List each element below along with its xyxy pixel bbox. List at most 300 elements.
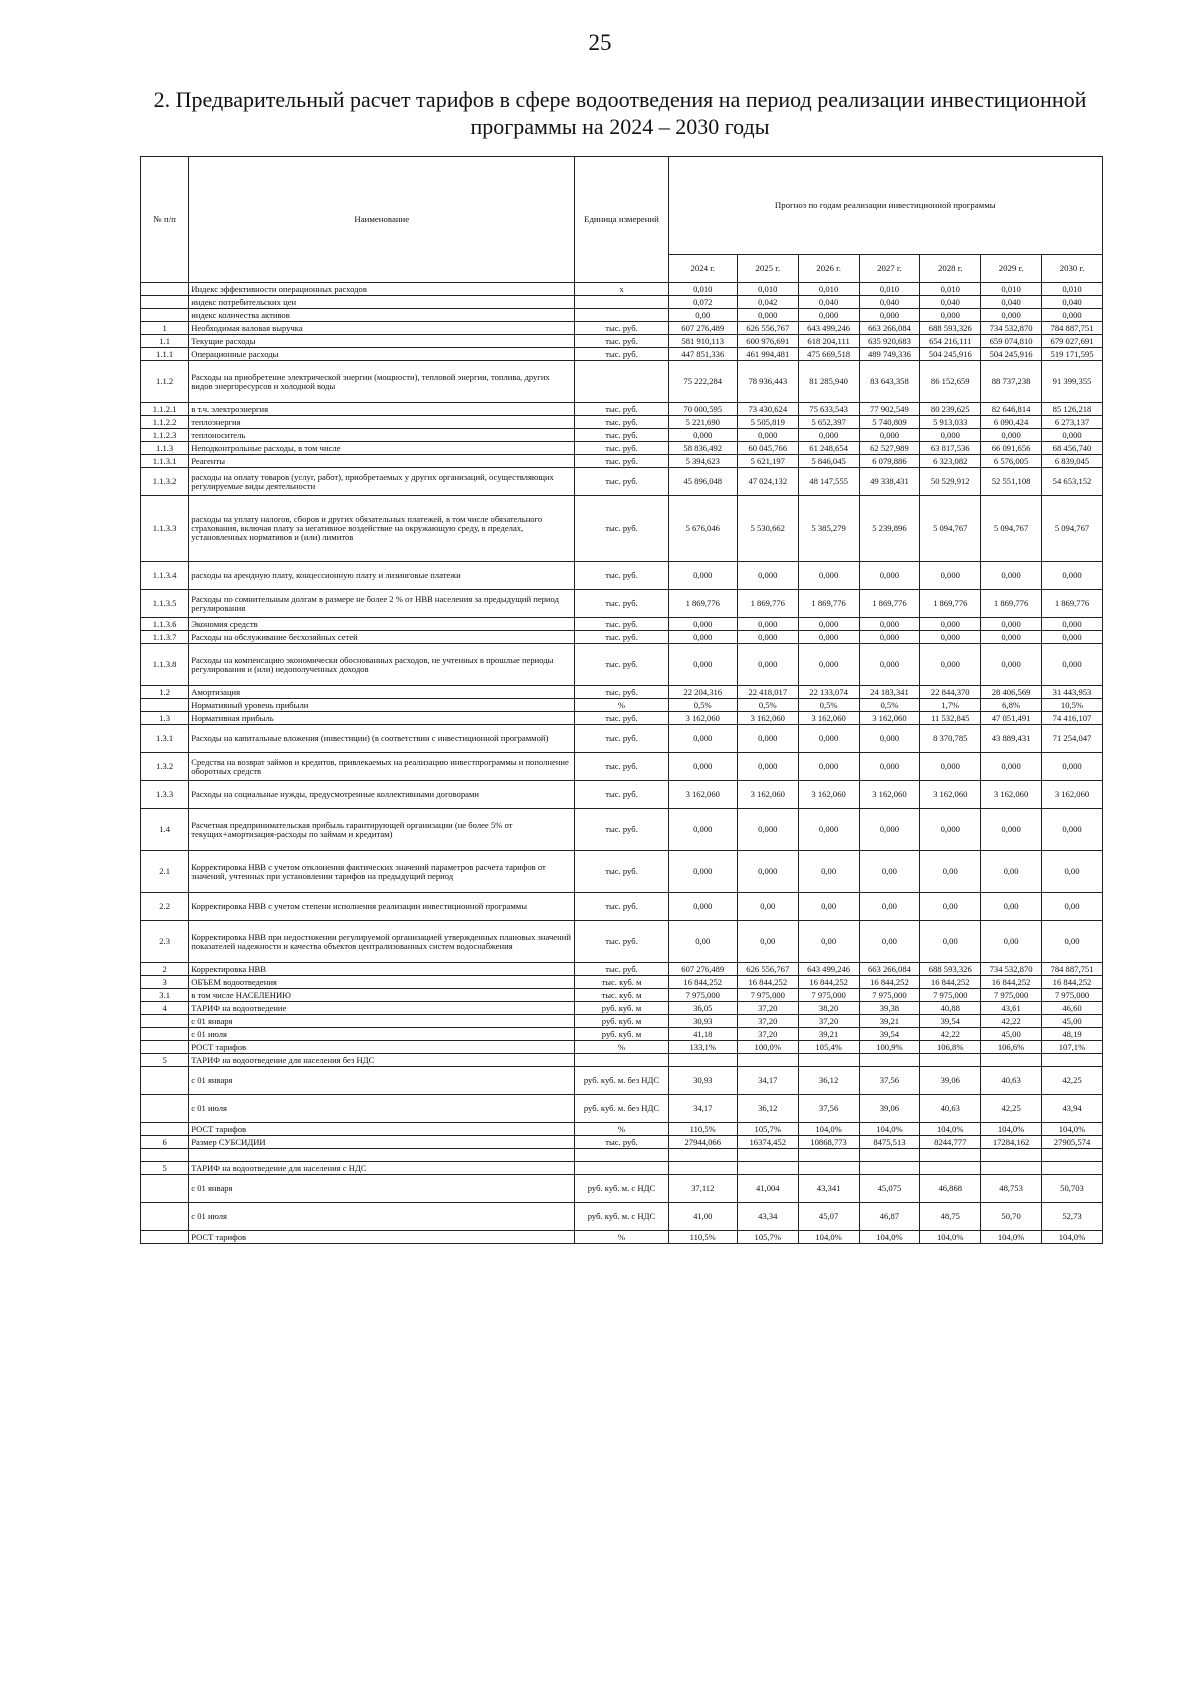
row-value: 133,1%	[668, 1041, 737, 1054]
row-number: 2	[141, 963, 189, 976]
row-value: 0,010	[920, 283, 981, 296]
row-value: 1,7%	[920, 699, 981, 712]
row-value: 0,000	[737, 618, 798, 631]
row-value: 78 936,443	[737, 361, 798, 403]
row-number: 1.1.3	[141, 442, 189, 455]
row-value: 688 593,326	[920, 963, 981, 976]
row-number	[141, 1015, 189, 1028]
row-value: 75 222,284	[668, 361, 737, 403]
row-value: 0,000	[737, 809, 798, 851]
row-value: 0,000	[668, 809, 737, 851]
row-value: 0,000	[668, 618, 737, 631]
table-row	[141, 348, 1103, 361]
row-value: 0,000	[798, 753, 859, 781]
row-value: 0,00	[1042, 851, 1103, 893]
row-unit: %	[575, 699, 668, 712]
row-value: 0,000	[1042, 753, 1103, 781]
row-value: 0,000	[737, 429, 798, 442]
row-unit: %	[575, 1123, 668, 1136]
row-unit: тыс. руб.	[575, 851, 668, 893]
row-number	[141, 1231, 189, 1244]
row-number: 1.1.1	[141, 348, 189, 361]
row-name: Индекс эффективности операционных расходов	[189, 283, 575, 296]
row-value: 0,00	[920, 893, 981, 921]
row-unit: руб. куб. м. с НДС	[575, 1175, 668, 1203]
header-year: 2028 г.	[920, 255, 981, 283]
row-value: 47 024,132	[737, 468, 798, 496]
row-value: 7 975,000	[920, 989, 981, 1002]
row-number: 1.1.3.5	[141, 590, 189, 618]
row-number	[141, 1203, 189, 1231]
row-value: 0,00	[1042, 921, 1103, 963]
row-unit: тыс. руб.	[575, 644, 668, 686]
table-row	[141, 631, 1103, 644]
row-value: 36,12	[798, 1067, 859, 1095]
row-value: 22 418,017	[737, 686, 798, 699]
row-value: 0,000	[981, 309, 1042, 322]
row-unit: тыс. руб.	[575, 562, 668, 590]
row-value: 104,0%	[920, 1231, 981, 1244]
row-value: 0,000	[737, 851, 798, 893]
table-row	[141, 963, 1103, 976]
row-unit: руб. куб. м	[575, 1002, 668, 1015]
row-value	[1042, 1054, 1103, 1067]
row-value	[668, 1162, 737, 1175]
row-value: 0,000	[1042, 309, 1103, 322]
row-value: 0,040	[1042, 296, 1103, 309]
row-value: 16 844,252	[981, 976, 1042, 989]
row-number	[141, 1067, 189, 1095]
row-value	[798, 1149, 859, 1162]
header-name: Наименование	[189, 157, 575, 283]
row-value: 0,000	[859, 753, 920, 781]
row-name: в т.ч. электроэнергия	[189, 403, 575, 416]
row-value: 461 994,481	[737, 348, 798, 361]
row-name: Расходы на приобретение электрической энергии (мощности), тепловой энергии, топлива, других видов энергоресурсов и холодной воды	[189, 361, 575, 403]
header-year: 2024 г.	[668, 255, 737, 283]
table-row	[141, 1028, 1103, 1041]
row-value: 70 000,595	[668, 403, 737, 416]
row-value: 71 254,047	[1042, 725, 1103, 753]
row-value: 45,07	[798, 1203, 859, 1231]
row-unit: руб. куб. м. без НДС	[575, 1067, 668, 1095]
row-value: 6 079,886	[859, 455, 920, 468]
row-name: расходы на уплату налогов, сборов и других обязательных платежей, в том числе обязательного страхования, включая плату за негативное воздействие на окружающую среду, в пределах, установленных нормативов и (или) лимитов	[189, 496, 575, 562]
row-value: 16374,452	[737, 1136, 798, 1149]
row-value	[859, 1054, 920, 1067]
row-value: 0,000	[798, 309, 859, 322]
row-value: 0,000	[859, 644, 920, 686]
row-value: 643 499,246	[798, 322, 859, 335]
row-value: 104,0%	[920, 1123, 981, 1136]
row-value: 0,5%	[737, 699, 798, 712]
table-row	[141, 976, 1103, 989]
row-value: 3 162,060	[737, 781, 798, 809]
table-row	[141, 1123, 1103, 1136]
row-value: 45,00	[981, 1028, 1042, 1041]
row-number: 1.3.1	[141, 725, 189, 753]
row-value: 0,010	[981, 283, 1042, 296]
row-value: 0,000	[737, 725, 798, 753]
row-unit: тыс. руб.	[575, 429, 668, 442]
row-value: 0,010	[798, 283, 859, 296]
row-value: 39,54	[859, 1028, 920, 1041]
row-value	[859, 1162, 920, 1175]
row-unit: %	[575, 1041, 668, 1054]
row-value: 0,00	[798, 921, 859, 963]
row-value	[737, 1149, 798, 1162]
row-value: 58 836,492	[668, 442, 737, 455]
table-row	[141, 725, 1103, 753]
table-row	[141, 699, 1103, 712]
row-value: 0,000	[981, 618, 1042, 631]
row-value: 3 162,060	[798, 781, 859, 809]
table-row	[141, 921, 1103, 963]
row-value: 8475,513	[859, 1136, 920, 1149]
row-value: 24 183,341	[859, 686, 920, 699]
row-number	[141, 1175, 189, 1203]
row-value: 48,19	[1042, 1028, 1103, 1041]
row-value: 6 273,137	[1042, 416, 1103, 429]
row-value: 0,000	[1042, 429, 1103, 442]
row-unit: тыс. куб. м	[575, 976, 668, 989]
row-value: 106,6%	[981, 1041, 1042, 1054]
row-unit: тыс. руб.	[575, 921, 668, 963]
row-value: 39,54	[920, 1015, 981, 1028]
row-value: 39,21	[798, 1028, 859, 1041]
header-year: 2025 г.	[737, 255, 798, 283]
row-value: 105,7%	[737, 1123, 798, 1136]
row-value: 504 245,916	[981, 348, 1042, 361]
row-value: 659 074,810	[981, 335, 1042, 348]
header-year: 2026 г.	[798, 255, 859, 283]
row-value: 27944,066	[668, 1136, 737, 1149]
row-value: 0,000	[668, 562, 737, 590]
row-value: 39,06	[920, 1067, 981, 1095]
row-value	[737, 1054, 798, 1067]
row-number	[141, 1095, 189, 1123]
row-value: 37,112	[668, 1175, 737, 1203]
row-value: 0,000	[920, 809, 981, 851]
row-value: 68 456,740	[1042, 442, 1103, 455]
row-value: 0,000	[920, 618, 981, 631]
row-value: 52,73	[1042, 1203, 1103, 1231]
row-value: 0,000	[1042, 562, 1103, 590]
row-unit: тыс. руб.	[575, 455, 668, 468]
row-unit: x	[575, 283, 668, 296]
row-value: 626 556,767	[737, 322, 798, 335]
row-value: 47 051,491	[981, 712, 1042, 725]
row-name: Средства на возврат займов и кредитов, привлекаемых на реализацию инвестпрограммы и пополнение оборотных средств	[189, 753, 575, 781]
table-row	[141, 590, 1103, 618]
row-value: 48 147,555	[798, 468, 859, 496]
row-value: 0,000	[668, 753, 737, 781]
row-value: 0,00	[981, 921, 1042, 963]
row-number: 1.1.3.7	[141, 631, 189, 644]
header-forecast: Прогноз по годам реализации инвестиционной программы	[668, 157, 1102, 255]
row-value: 16 844,252	[920, 976, 981, 989]
row-value: 22 204,316	[668, 686, 737, 699]
row-value: 45,075	[859, 1175, 920, 1203]
row-value	[798, 1162, 859, 1175]
row-unit: тыс. руб.	[575, 686, 668, 699]
row-unit: тыс. руб.	[575, 809, 668, 851]
row-value: 0,000	[798, 644, 859, 686]
row-value: 8244,777	[920, 1136, 981, 1149]
row-name: Корректировка НВВ с учетом отклонения фактических значений параметров расчета тарифов от значений, учтенных при установлении тарифов на предыдущий период	[189, 851, 575, 893]
row-unit: тыс. руб.	[575, 496, 668, 562]
row-name: Расходы на капитальные вложения (инвестиции) (в соответствии с инвестиционной программой)	[189, 725, 575, 753]
row-value: 16 844,252	[668, 976, 737, 989]
table-row	[141, 1054, 1103, 1067]
row-name: индекс количества активов	[189, 309, 575, 322]
row-value: 41,18	[668, 1028, 737, 1041]
row-name: Текущие расходы	[189, 335, 575, 348]
row-value: 38,20	[798, 1002, 859, 1015]
row-value: 82 646,814	[981, 403, 1042, 416]
table-row	[141, 1149, 1103, 1162]
row-value: 8 370,785	[920, 725, 981, 753]
table-row	[141, 1231, 1103, 1244]
row-name: РОСТ тарифов	[189, 1123, 575, 1136]
row-value: 91 399,355	[1042, 361, 1103, 403]
row-number: 1.3	[141, 712, 189, 725]
row-value: 1 869,776	[1042, 590, 1103, 618]
row-unit	[575, 1162, 668, 1175]
row-value: 643 499,246	[798, 963, 859, 976]
row-value: 784 887,751	[1042, 322, 1103, 335]
row-value: 61 248,654	[798, 442, 859, 455]
row-number: 1.1.2.3	[141, 429, 189, 442]
row-value: 0,000	[920, 309, 981, 322]
row-value: 104,0%	[859, 1123, 920, 1136]
row-value: 0,000	[981, 644, 1042, 686]
row-unit: тыс. руб.	[575, 631, 668, 644]
row-name: Корректировка НВВ при недостижении регулируемой организацией утвержденных плановых значений показателей надежности и качества объектов централизованных систем водоснабжения	[189, 921, 575, 963]
row-value: 42,22	[981, 1015, 1042, 1028]
row-value: 6,8%	[981, 699, 1042, 712]
row-name: ТАРИФ на водоотведение для населения без НДС	[189, 1054, 575, 1067]
row-unit	[575, 1149, 668, 1162]
row-value: 66 091,656	[981, 442, 1042, 455]
row-number: 1.1.3.3	[141, 496, 189, 562]
table-row	[141, 1002, 1103, 1015]
row-value: 106,8%	[920, 1041, 981, 1054]
row-number: 2.3	[141, 921, 189, 963]
row-value: 1 869,776	[798, 590, 859, 618]
row-value: 28 406,569	[981, 686, 1042, 699]
row-value: 7 975,000	[1042, 989, 1103, 1002]
row-value	[981, 1149, 1042, 1162]
row-name: Расходы по сомнительным долгам в размере не более 2 % от НВВ населения за предыдущий период регулирования	[189, 590, 575, 618]
row-value: 475 669,518	[798, 348, 859, 361]
row-value: 0,00	[920, 921, 981, 963]
row-value: 489 749,336	[859, 348, 920, 361]
row-value: 0,000	[798, 429, 859, 442]
row-value: 5 505,819	[737, 416, 798, 429]
row-value: 0,000	[920, 429, 981, 442]
row-unit: тыс. руб.	[575, 781, 668, 809]
row-value: 5 239,896	[859, 496, 920, 562]
row-name: Расходы на компенсацию экономически обоснованных расходов, не учтенных в прошлые периоды регулирования и (или) недополученных доходов	[189, 644, 575, 686]
row-value: 0,000	[668, 725, 737, 753]
row-value: 100,9%	[859, 1041, 920, 1054]
row-value: 5 740,809	[859, 416, 920, 429]
row-value: 0,000	[668, 631, 737, 644]
row-value: 48,753	[981, 1175, 1042, 1203]
row-number: 3.1	[141, 989, 189, 1002]
row-value: 5 094,767	[981, 496, 1042, 562]
row-value: 5 846,045	[798, 455, 859, 468]
row-value: 3 162,060	[1042, 781, 1103, 809]
row-value: 0,000	[859, 809, 920, 851]
row-name: с 01 июля	[189, 1095, 575, 1123]
row-value: 0,000	[668, 851, 737, 893]
row-value: 0,040	[798, 296, 859, 309]
row-value: 7 975,000	[668, 989, 737, 1002]
row-number: 1.1.3.6	[141, 618, 189, 631]
row-unit	[575, 361, 668, 403]
row-number: 1.3.3	[141, 781, 189, 809]
row-name: РОСТ тарифов	[189, 1041, 575, 1054]
table-row	[141, 809, 1103, 851]
row-value: 0,000	[920, 644, 981, 686]
row-number	[141, 699, 189, 712]
row-value: 0,010	[1042, 283, 1103, 296]
row-value: 3 162,060	[668, 781, 737, 809]
row-number: 5	[141, 1162, 189, 1175]
table-header	[141, 157, 1103, 283]
row-value: 6 839,045	[1042, 455, 1103, 468]
row-value: 43 889,431	[981, 725, 1042, 753]
row-value: 688 593,326	[920, 322, 981, 335]
row-value: 45 896,048	[668, 468, 737, 496]
row-value: 5 094,767	[920, 496, 981, 562]
row-unit: тыс. руб.	[575, 403, 668, 416]
row-value: 0,040	[859, 296, 920, 309]
row-value: 0,000	[1042, 809, 1103, 851]
header-year: 2027 г.	[859, 255, 920, 283]
row-name: Нормативная прибыль	[189, 712, 575, 725]
row-value: 447 851,336	[668, 348, 737, 361]
row-number: 1.1.3.2	[141, 468, 189, 496]
row-value: 0,042	[737, 296, 798, 309]
row-value: 88 737,238	[981, 361, 1042, 403]
row-value: 0,000	[981, 631, 1042, 644]
row-name: ОБЪЕМ водоотведения	[189, 976, 575, 989]
document-title	[140, 86, 1100, 140]
row-value: 0,000	[1042, 618, 1103, 631]
row-value: 5 652,397	[798, 416, 859, 429]
table-row	[141, 1203, 1103, 1231]
row-unit: руб. куб. м	[575, 1028, 668, 1041]
row-value: 37,20	[737, 1028, 798, 1041]
table-row	[141, 851, 1103, 893]
row-number: 2.2	[141, 893, 189, 921]
table-row	[141, 1067, 1103, 1095]
row-value: 81 285,940	[798, 361, 859, 403]
row-value: 607 276,489	[668, 322, 737, 335]
row-value: 0,00	[668, 309, 737, 322]
row-number: 1.1.2	[141, 361, 189, 403]
row-value: 45,00	[1042, 1015, 1103, 1028]
row-value: 0,000	[798, 562, 859, 590]
row-number	[141, 309, 189, 322]
row-value: 10868,773	[798, 1136, 859, 1149]
table-row	[141, 712, 1103, 725]
row-number: 4	[141, 1002, 189, 1015]
row-value: 3 162,060	[798, 712, 859, 725]
row-name: индекс потребительских цен	[189, 296, 575, 309]
row-value: 46,868	[920, 1175, 981, 1203]
row-name: в том числе НАСЕЛЕНИЮ	[189, 989, 575, 1002]
row-name: с 01 января	[189, 1067, 575, 1095]
row-value: 0,000	[737, 644, 798, 686]
row-value: 607 276,489	[668, 963, 737, 976]
row-value: 43,94	[1042, 1095, 1103, 1123]
row-number: 1.2	[141, 686, 189, 699]
row-value: 75 633,543	[798, 403, 859, 416]
row-value: 581 910,113	[668, 335, 737, 348]
row-value: 0,00	[737, 921, 798, 963]
table-row	[141, 429, 1103, 442]
row-value: 104,0%	[981, 1231, 1042, 1244]
table-row	[141, 496, 1103, 562]
table-row	[141, 1136, 1103, 1149]
page-number: 25	[588, 30, 612, 55]
row-value: 0,000	[981, 562, 1042, 590]
row-value: 0,000	[798, 725, 859, 753]
row-value: 0,000	[798, 631, 859, 644]
row-value: 30,93	[668, 1067, 737, 1095]
row-unit: тыс. руб.	[575, 963, 668, 976]
row-name: ТАРИФ на водоотведение для населения с НДС	[189, 1162, 575, 1175]
row-value: 0,00	[859, 921, 920, 963]
row-value: 37,20	[737, 1015, 798, 1028]
header-year: 2029 г.	[981, 255, 1042, 283]
row-value: 0,000	[798, 809, 859, 851]
table-row	[141, 644, 1103, 686]
row-name: с 01 января	[189, 1015, 575, 1028]
row-value: 0,000	[737, 309, 798, 322]
row-unit: тыс. руб.	[575, 712, 668, 725]
row-value: 663 266,084	[859, 963, 920, 976]
row-number: 1.1.3.1	[141, 455, 189, 468]
row-unit: тыс. руб.	[575, 725, 668, 753]
row-value	[1042, 1162, 1103, 1175]
row-value: 104,0%	[981, 1123, 1042, 1136]
row-value: 37,56	[859, 1067, 920, 1095]
row-value: 0,00	[859, 893, 920, 921]
row-value: 635 920,683	[859, 335, 920, 348]
row-value: 3 162,060	[920, 781, 981, 809]
row-number: 1.1	[141, 335, 189, 348]
row-value: 100,0%	[737, 1041, 798, 1054]
row-value: 43,61	[981, 1002, 1042, 1015]
row-value	[668, 1054, 737, 1067]
table-row	[141, 361, 1103, 403]
row-value: 5 221,690	[668, 416, 737, 429]
row-value: 43,341	[798, 1175, 859, 1203]
row-value	[920, 1149, 981, 1162]
table-row	[141, 442, 1103, 455]
row-number: 3	[141, 976, 189, 989]
row-value: 27905,574	[1042, 1136, 1103, 1149]
row-value: 16 844,252	[798, 976, 859, 989]
row-value: 6 090,424	[981, 416, 1042, 429]
table-row	[141, 455, 1103, 468]
row-value	[981, 1054, 1042, 1067]
